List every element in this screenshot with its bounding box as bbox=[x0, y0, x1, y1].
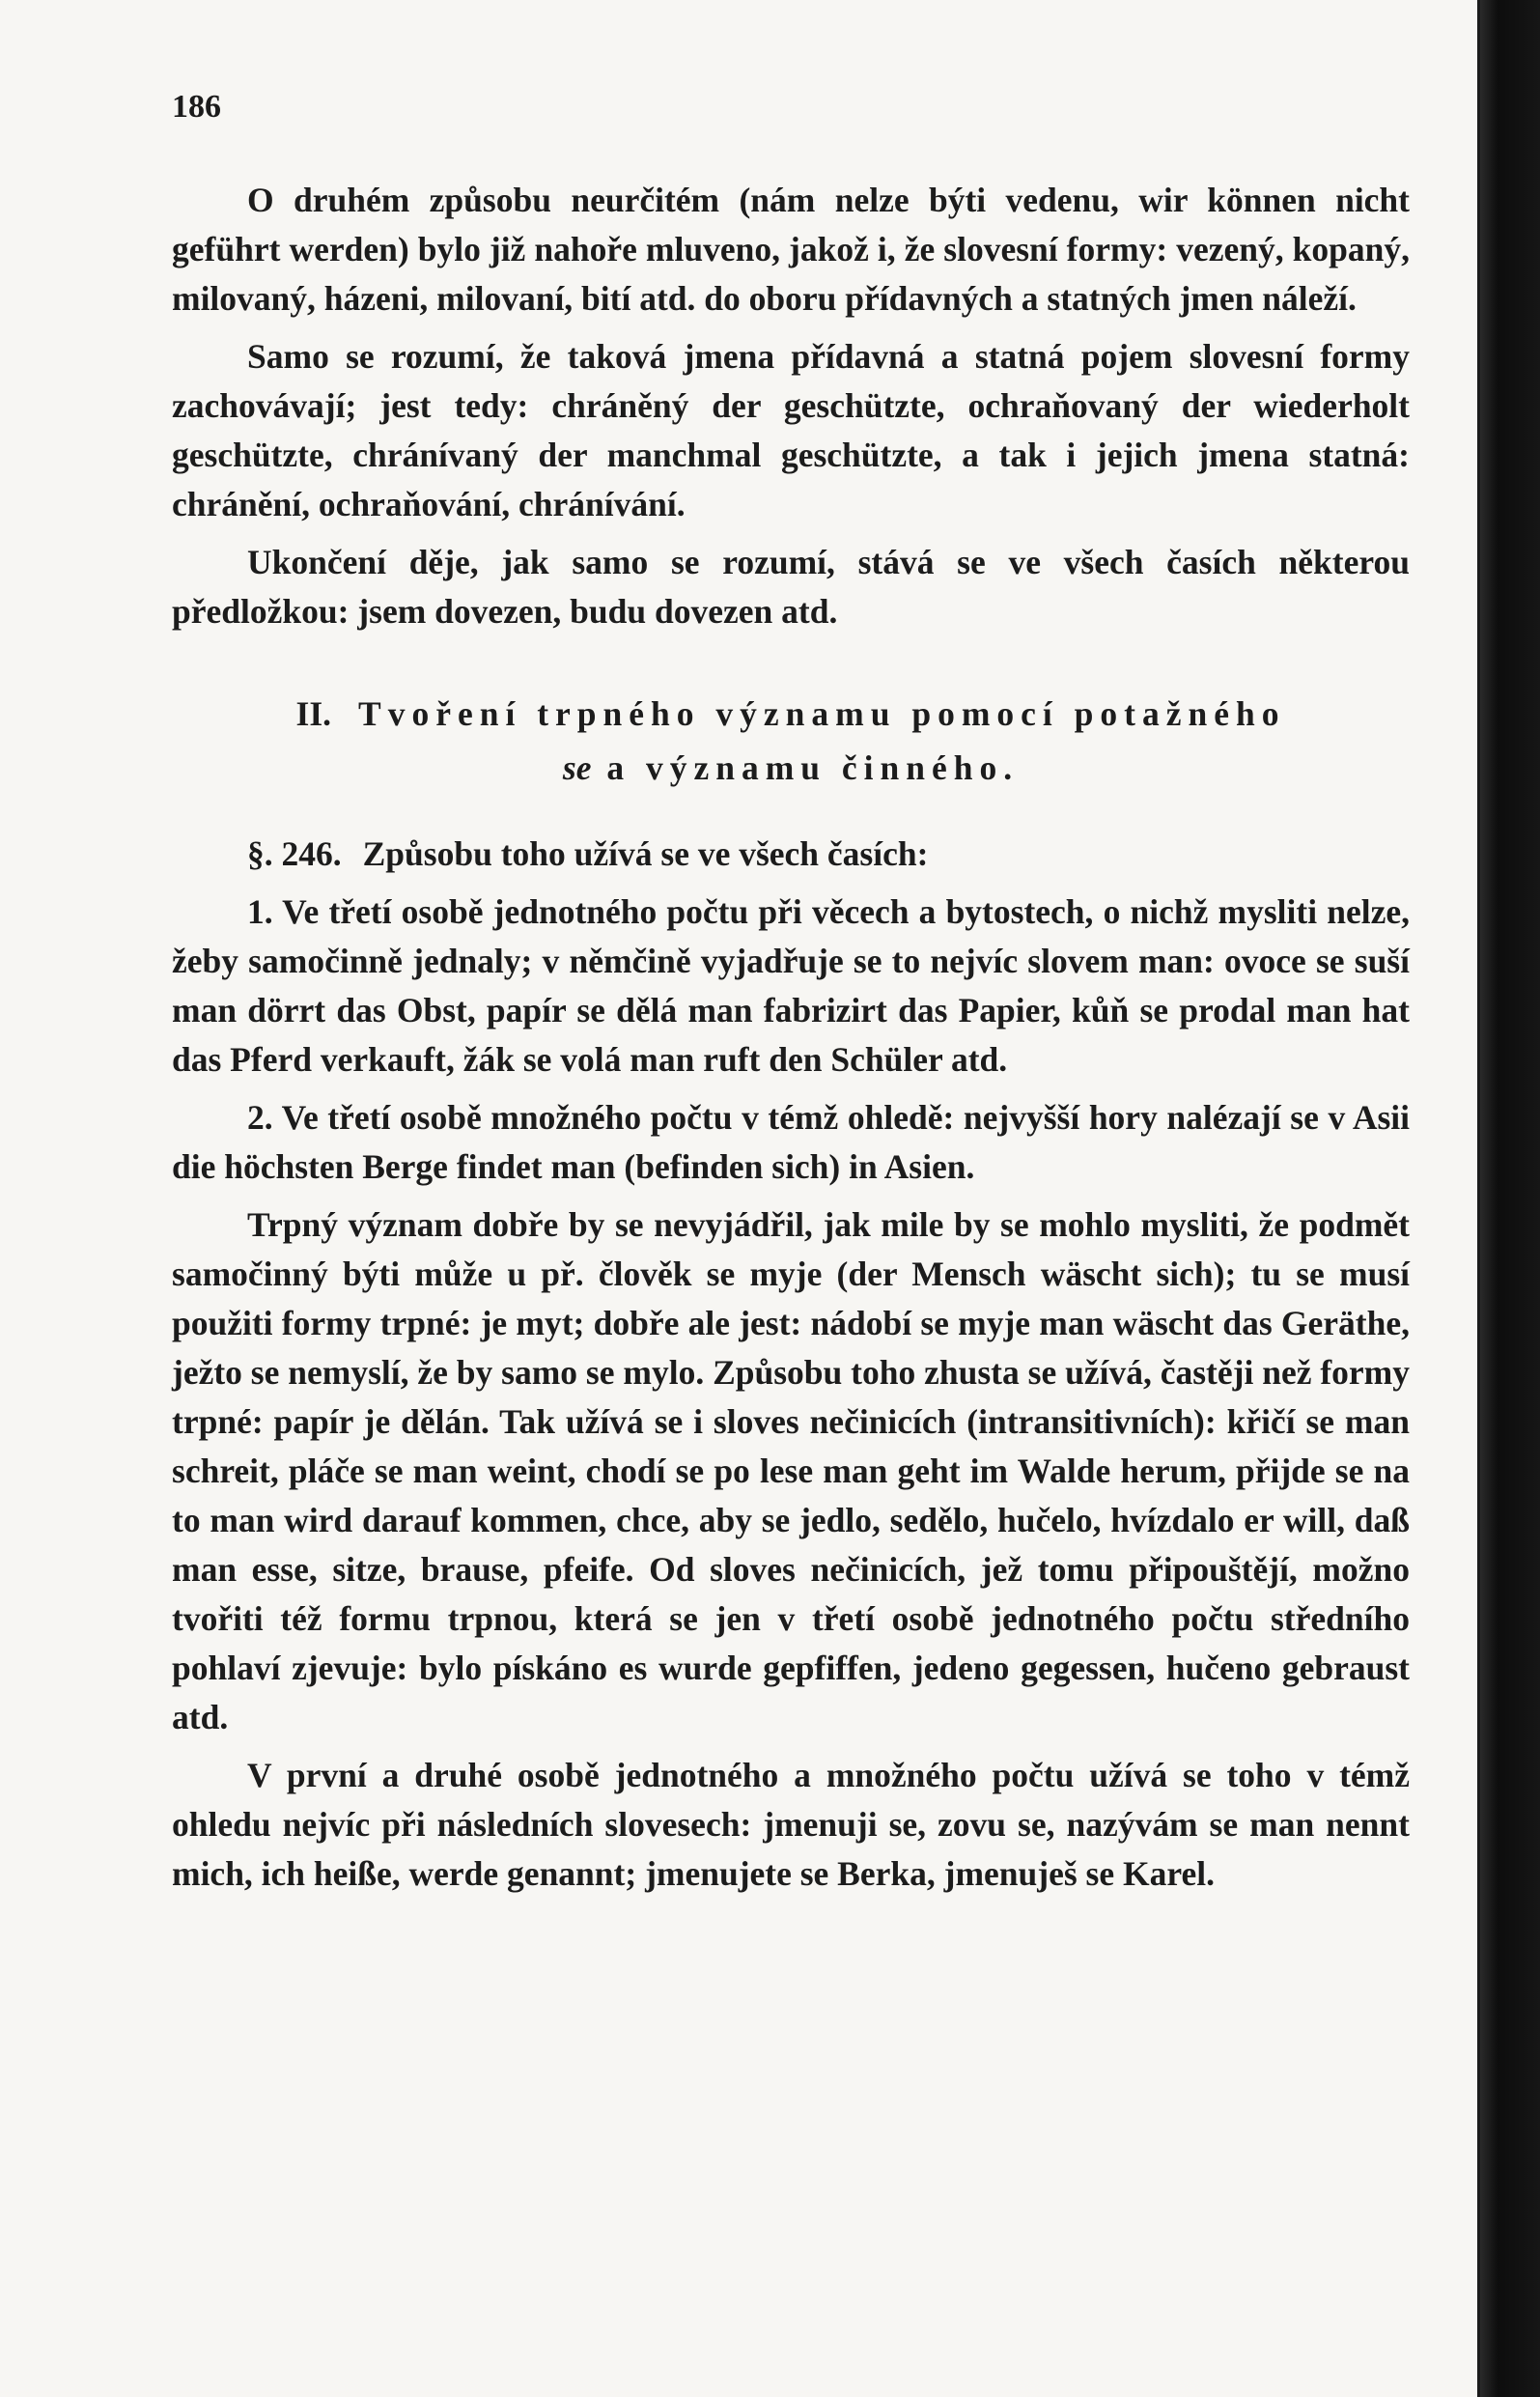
section-intro-text: Způsobu toho užívá se ve všech časích: bbox=[362, 834, 929, 873]
heading-italic-se: se bbox=[562, 748, 592, 787]
section-heading bbox=[172, 687, 1410, 795]
list-item-2: 2. Ve třetí osobě množného počtu v témž ohledě: nejvyšší hory nalézají se v Asii die höchsten Berge findet man (befinden sich) in Asien. bbox=[172, 1098, 1410, 1186]
heading-line-2 bbox=[172, 741, 1410, 795]
heading-title-line-2: a významu činného. bbox=[606, 748, 1020, 787]
page-number: 186 bbox=[172, 89, 221, 125]
paragraph-4: Trpný význam dobře by se nevyjádřil, jak mile by se mohlo mysliti, že podmět samočinný býti může u př. člověk se myje (der Mensch wäscht sich); tu se musí použiti formy trpné: je myt; dobře ale jest: nádobí se myje man wäscht das Geräthe, ježto se nemyslí, že by samo se mylo. Způsobu toho zhusta se užívá, častěji než formy trpné: papír je dělán. Tak užívá se i sloves nečinicích (intransitivních): křičí se man schreit, pláče se man weint, chodí se po lese man geht im Walde herum, přijde se na to man wird darauf kommen, chce, aby se jedlo, sedělo, hučelo, hvízdalo er will, daß man esse, sitze, brause, pfeife. Od sloves nečinicích, jež tomu připouštějí, možno tvořiti též formu trpnou, která se jen v třetí osobě jednotného počtu středního pohlaví zjevuje: bylo pískáno es wurde gepfiffen, jedeno gegessen, hučeno gebraust atd. bbox=[172, 1205, 1410, 1736]
paragraph-1: O druhém způsobu neurčitém (nám nelze býti vedenu, wir können nicht geführt werden) bylo již nahoře mluveno, jakož i, že slovesní formy: vezený, kopaný, milovaný, házeni, milovaní, bití atd. do oboru přídavných a statných jmen náleží. bbox=[172, 181, 1410, 318]
paragraph-3: Ukončení děje, jak samo se rozumí, stává se ve všech časích některou předložkou: jsem dovezen, budu dovezen atd. bbox=[172, 543, 1410, 631]
paragraph-5: V první a druhé osobě jednotného a množného počtu užívá se toho v témž ohledu nejvíc při následních slovesech: jmenuji se, zovu se, nazývám se man nennt mich, ich heiße, werde genannt; jmenujete se Berka, jmenuješ se Karel. bbox=[172, 1756, 1410, 1893]
section-number: §. 246. bbox=[247, 834, 342, 873]
page-edge-shadow bbox=[1480, 0, 1540, 2397]
heading-title-line-1: Tvoření trpného významu pomocí potažného bbox=[358, 694, 1286, 733]
paragraph-2: Samo se rozumí, že taková jmena přídavná a statná pojem slovesní formy zachovávají; jest tedy: chráněný der geschützte, ochraňovaný der wiederholt geschützte, chránívaný der manchmal geschützte, a tak i jejich jmena statná: chránění, ochraňování, chránívání. bbox=[172, 337, 1410, 523]
list-item-1: 1. Ve třetí osobě jednotného počtu při věcech a bytostech, o nichž mysliti nelze, žeby samočinně jednaly; v němčině vyjadřuje se to nejvíc slovem man: ovoce se suší man dörrt das Obst, papír se dělá man fabrizirt das Papier, kůň se prodal man hat das Pferd verkauft, žák se volá man ruft den Schüler atd. bbox=[172, 892, 1410, 1079]
section-intro bbox=[172, 830, 1410, 879]
heading-line-1 bbox=[172, 687, 1410, 741]
page-body bbox=[172, 176, 1410, 1907]
heading-roman-numeral: II. bbox=[295, 694, 332, 733]
